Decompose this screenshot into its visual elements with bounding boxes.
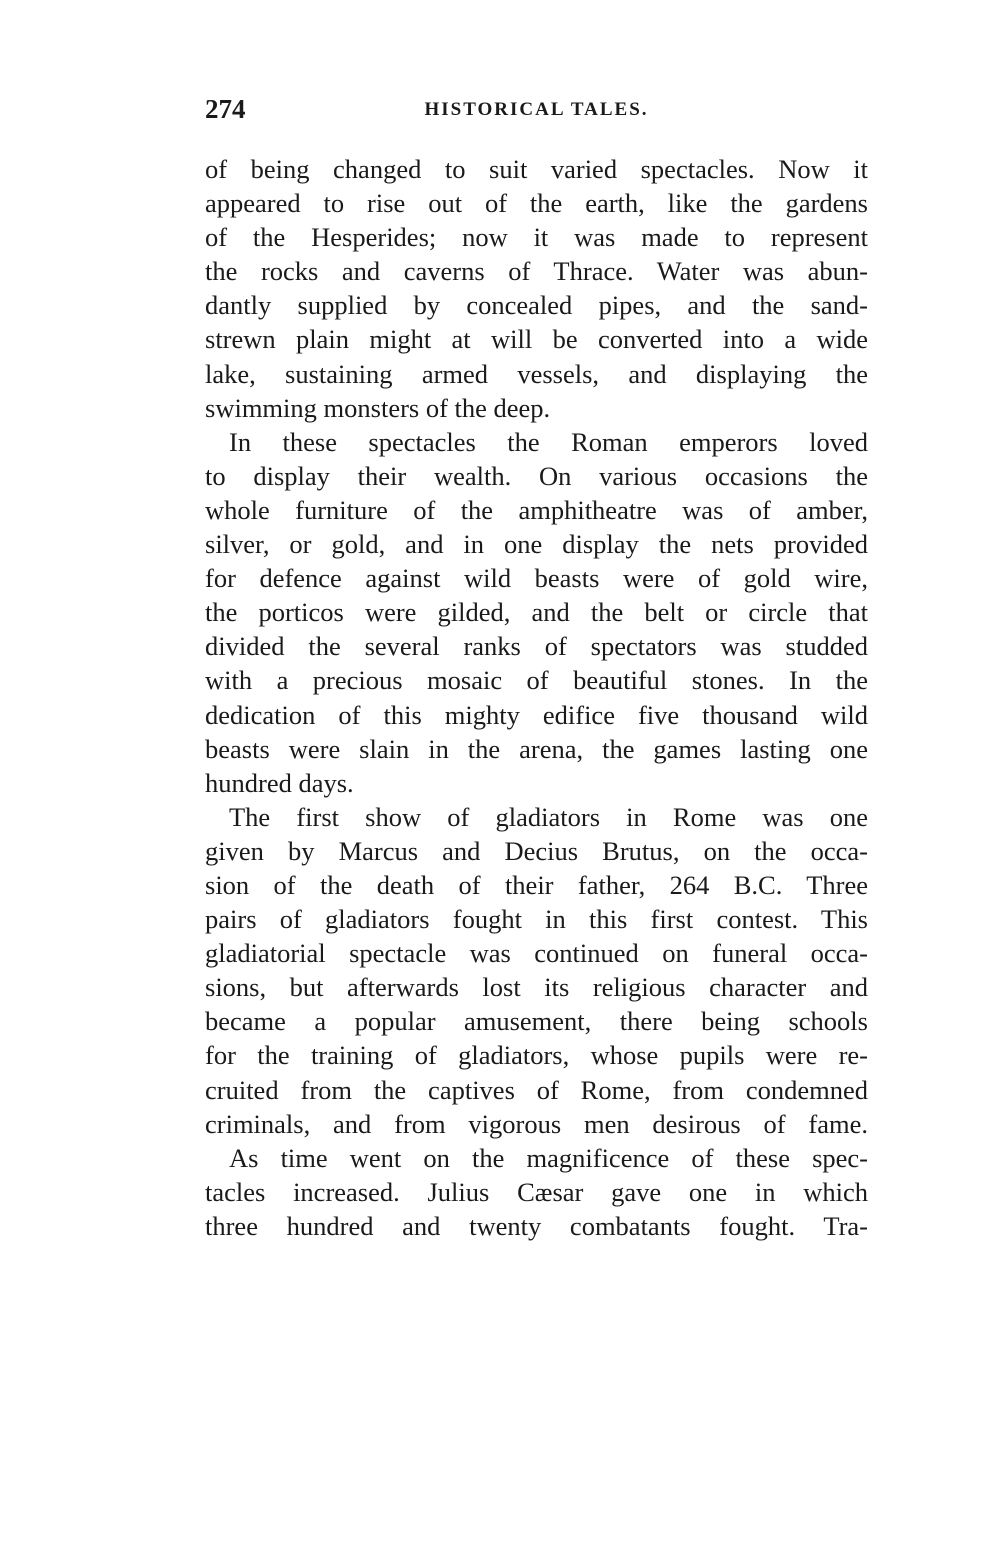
body-text [205,152,868,1243]
text-line: beasts were slain in the arena, the games lasting one [205,733,868,764]
running-title: HISTORICAL TALES. [424,99,649,120]
text-line: for the training of gladiators, whose pupils were re- [205,1040,868,1071]
text-line: of the Hesperides; now it was made to represent [205,222,868,253]
text-line: strewn plain might at will be converted into a wide [205,324,868,355]
page-header [205,94,868,130]
text-line: of being changed to suit varied spectacles. Now it [205,154,868,184]
text-line: dantly supplied by concealed pipes, and the sand- [205,290,868,321]
text-line: tacles increased. Julius Cæsar gave one in which [205,1176,868,1207]
text-line: hundred days. [205,767,354,798]
text-line: given by Marcus and Decius Brutus, on the occa- [205,835,868,866]
text-line: The first show of gladiators in Rome was one [229,801,868,832]
text-line: divided the several ranks of spectators was studded [205,631,868,662]
text-line: became a popular amusement, there being schools [205,1006,868,1037]
text-line: appeared to rise out of the earth, like the gardens [205,188,868,219]
text-line: the rocks and caverns of Thrace. Water was abun- [205,256,868,287]
text-line: criminals, and from vigorous men desirous of fame. [205,1108,868,1139]
text-line: dedication of this mighty edifice five thousand wild [205,699,868,730]
text-line: cruited from the captives of Rome, from condemned [205,1074,868,1105]
text-line: sions, but afterwards lost its religious character and [205,972,868,1003]
text-line: pairs of gladiators fought in this first contest. This [205,904,868,935]
text-line: silver, or gold, and in one display the nets provided [205,529,868,560]
text-line: swimming monsters of the deep. [205,392,551,423]
text-line: In these spectacles the Roman emperors loved [229,426,868,457]
text-line: to display their wealth. On various occasions the [205,460,868,491]
text-line: with a precious mosaic of beautiful stones. In the [205,665,868,696]
text-line: lake, sustaining armed vessels, and displaying the [205,358,868,389]
text-line: three hundred and twenty combatants fought. Tra- [205,1210,868,1241]
text-line: As time went on the magnificence of these spec- [229,1142,868,1173]
text-line: sion of the death of their father, 264 B.C. Three [205,869,868,900]
text-line: for defence against wild beasts were of gold wire, [205,563,868,594]
page-number: 274 [205,94,246,124]
text-line: the porticos were gilded, and the belt or circle that [205,597,868,628]
text-line: gladiatorial spectacle was continued on funeral occa- [205,938,868,969]
text-line: whole furniture of the amphitheatre was of amber, [205,494,868,525]
